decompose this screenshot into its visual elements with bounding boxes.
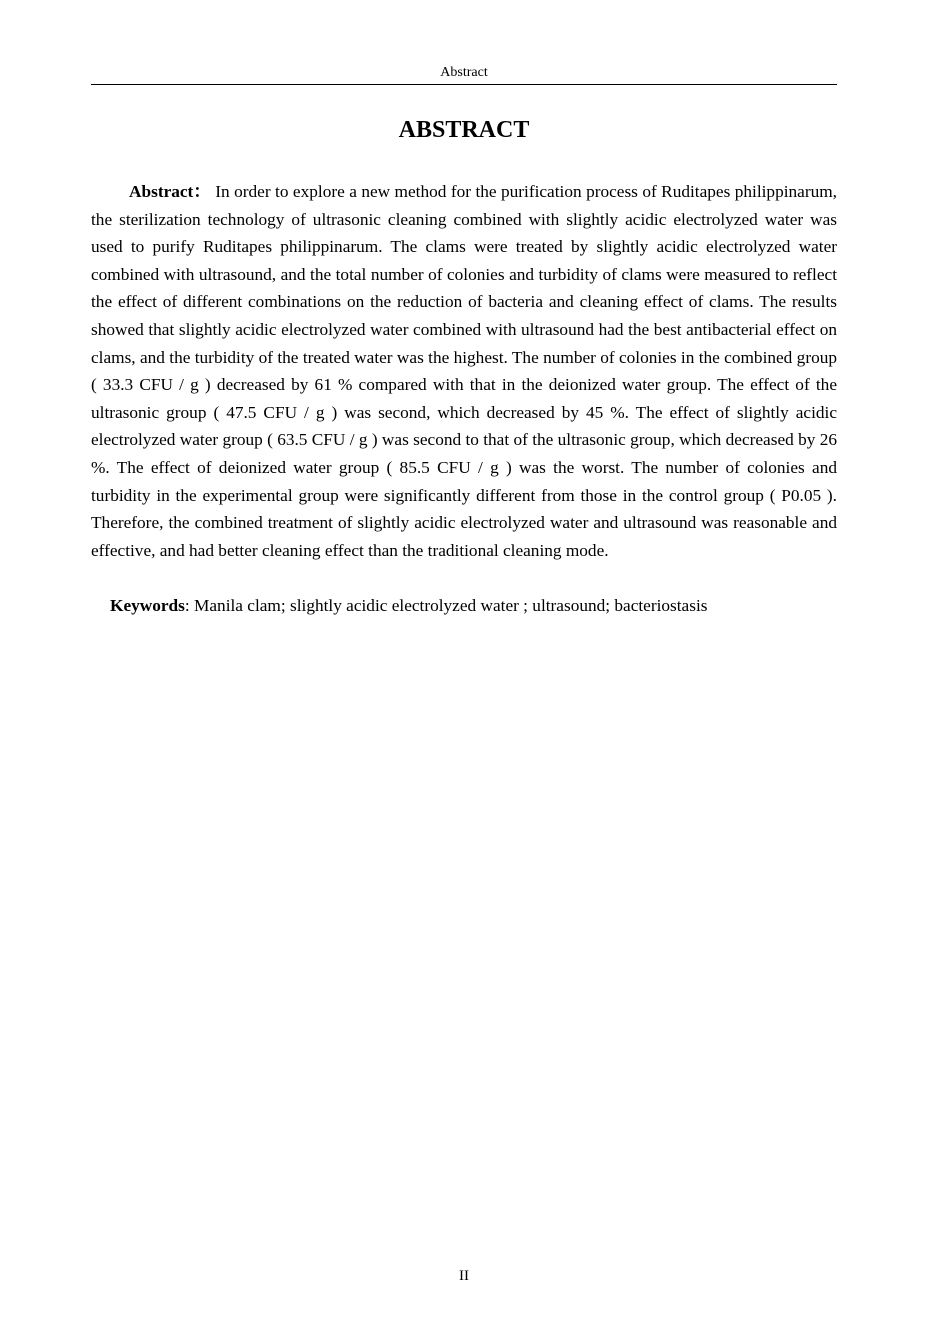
running-header: Abstract xyxy=(440,65,488,80)
keywords-label: Keywords xyxy=(110,596,185,615)
page-title: ABSTRACT xyxy=(398,117,530,143)
abstract-text: In order to explore a new method for the purification process of Ruditapes philippinarum, the sterilization technology of ultrasonic cleaning combined with slightly acidic electrolyzed water was used to purify Ruditapes philippinarum. The clams were treated by slightly acidic electrolyzed water combined with ultrasound, and the total number of colonies and turbidity of clams were measured to reflect the effect of different combinations on the reduction of bacteria and cleaning effect of clams. The results showed that slightly acidic electrolyzed water combined with ultrasound had the best antibacterial effect on clams, and the turbidity of the treated water was the highest. The number of colonies in the combined group ( 33.3 CFU / g ) decreased by 61 % compared with that in the deionized water group. The effect of the ultrasonic group ( 47.5 CFU / g ) was second, which decreased by 45 %. The effect of slightly acidic electrolyzed water group ( 63.5 CFU / g ) was second to that of the ultrasonic group, which decreased by 26 %. The effect of deionized water group ( 85.5 CFU / g ) was the worst. The number of colonies and turbidity in the experimental group were significantly different from those in the control group ( P0.05 ). Therefore, the combined treatment of slightly acidic electrolyzed water and ultrasound was reasonable and effective, and had better cleaning effect than the traditional cleaning mode. xyxy=(91,182,837,560)
abstract-label: Abstract： xyxy=(129,182,211,201)
keywords-line xyxy=(91,592,837,620)
keywords-text: : Manila clam; slightly acidic electrolyzed water ; ultrasound; bacteriostasis xyxy=(184,596,708,615)
abstract-paragraph xyxy=(91,178,837,564)
header-rule xyxy=(91,84,837,85)
page-number: II xyxy=(459,1268,469,1284)
